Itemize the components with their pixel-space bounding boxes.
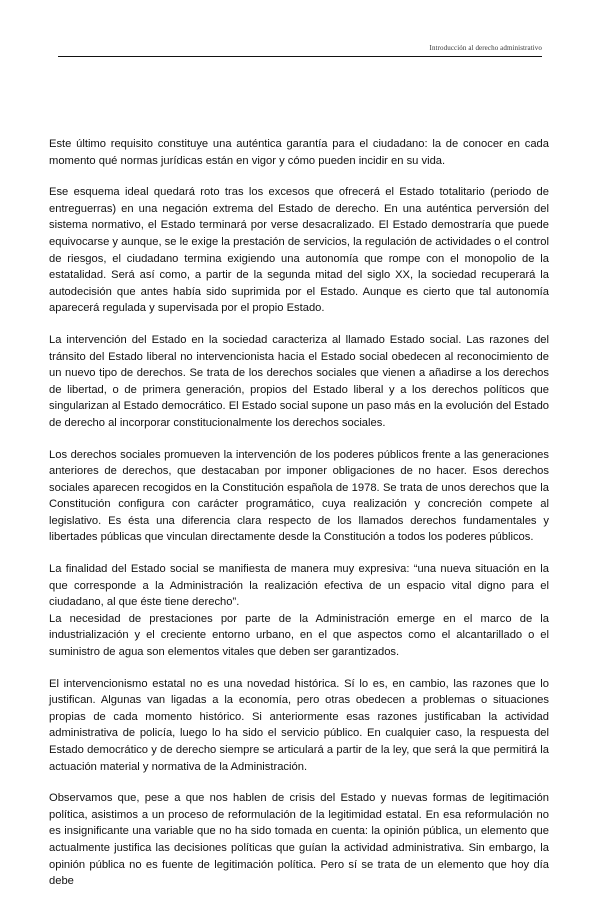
header-rule xyxy=(58,56,542,57)
paragraph-5: La finalidad del Estado social se manifiesta de manera muy expresiva: “una nueva situación en la que corresponde a la Administración la realización efectiva de un espacio vital digno para el ciudadano, al que éste tiene derecho”. xyxy=(49,563,549,609)
document-body xyxy=(49,136,549,905)
paragraph-4: Los derechos sociales promueven la intervención de los poderes públicos frente a las generaciones anteriores de derechos, que destacaban por imponer obligaciones de no hacer. Esos derechos sociales aparecen recogidos en la Constitución española de 1978. Se trata de unos derechos que la Constitución configura con carácter programático, cuya realización y concreción compete al legislativo. Es ésta una diferencia clara respecto de los llamados derechos fundamentales y libertades públicas que vinculan directamente desde la Constitución a todos los poderes públicos. xyxy=(49,448,549,544)
paragraph-6: La necesidad de prestaciones por parte de la Administración emerge en el marco de la industrialización y el creciente entorno urbano, en el que aspectos como el alcantarillado o el suministro de agua son elementos vitales que deben ser garantizados. xyxy=(49,612,549,659)
paragraph-2: Ese esquema ideal quedará roto tras los excesos que ofrecerá el Estado totalitario (periodo de entreguerras) en una negación extrema del Estado de derecho. En una auténtica perversión del sistema normativo, el Estado terminará por verse desacralizado. El Estado demostraría que puede equivocarse y aunque, se le exige la prestación de servicios, la regulación de actividades o el control de riesgos, el ciudadano termina exigiendo una autonomía que rompe con el monopolio de la estatalidad. Será así como, a partir de la segunda mitad del siglo XX, la sociedad recuperará la autodecisión que antes había sido suprimida por el Estado. Aunque es cierto que tal autonomía aparecerá regulada y supervisada por el propio Estado. xyxy=(49,186,550,315)
paragraph-7: El intervencionismo estatal no es una novedad histórica. Sí lo es, en cambio, las razones que lo justifican. Algunas van ligadas a la economía, pero otras obedecen a problemas o situaciones propias de cada momento histórico. Si anteriormente esas razones justificaban la actividad administrativa de policía, luego lo ha sido el servicio público. En cualquier caso, la respuesta del Estado democrático y de derecho siempre se articulará a partir de la ley, que será la que permitirá la actuación material y normativa de la Administración. xyxy=(49,677,549,773)
paragraph-8: Observamos que, pese a que nos hablen de crisis del Estado y nuevas formas de legitimación política, asistimos a un proceso de reformulación de la legitimidad estatal. En esa reformulación no es insignificante una variable que no ha sido tomada en cuenta: la opinión pública, un elemento que actualmente justifica las decisiones políticas que guían la actividad administrativa. Sin embargo, la opinión pública no es fuente de legitimación política. Pero sí se trata de un elemento que hoy día debe xyxy=(49,792,549,888)
running-header: Introducción al derecho administrativo xyxy=(429,44,542,52)
paragraph-3: La intervención del Estado en la sociedad caracteriza al llamado Estado social. Las razones del tránsito del Estado liberal no intervencionista hacia el Estado social obedecen al reconocimiento de un nuevo tipo de derechos. Se trata de los derechos sociales que vienen a añadirse a los derechos de libertad, o de primera generación, propios del Estado liberal y a los derechos políticos que singularizan al Estado democrático. El Estado social supone un paso más en la evolución del Estado de derecho al incorporar constitucionalmente los derechos sociales. xyxy=(49,333,550,429)
paragraph-1: Este último requisito constituye una auténtica garantía para el ciudadano: la de conocer en cada momento qué normas jurídicas están en vigor y cómo pueden incidir en su vida. xyxy=(49,138,549,167)
